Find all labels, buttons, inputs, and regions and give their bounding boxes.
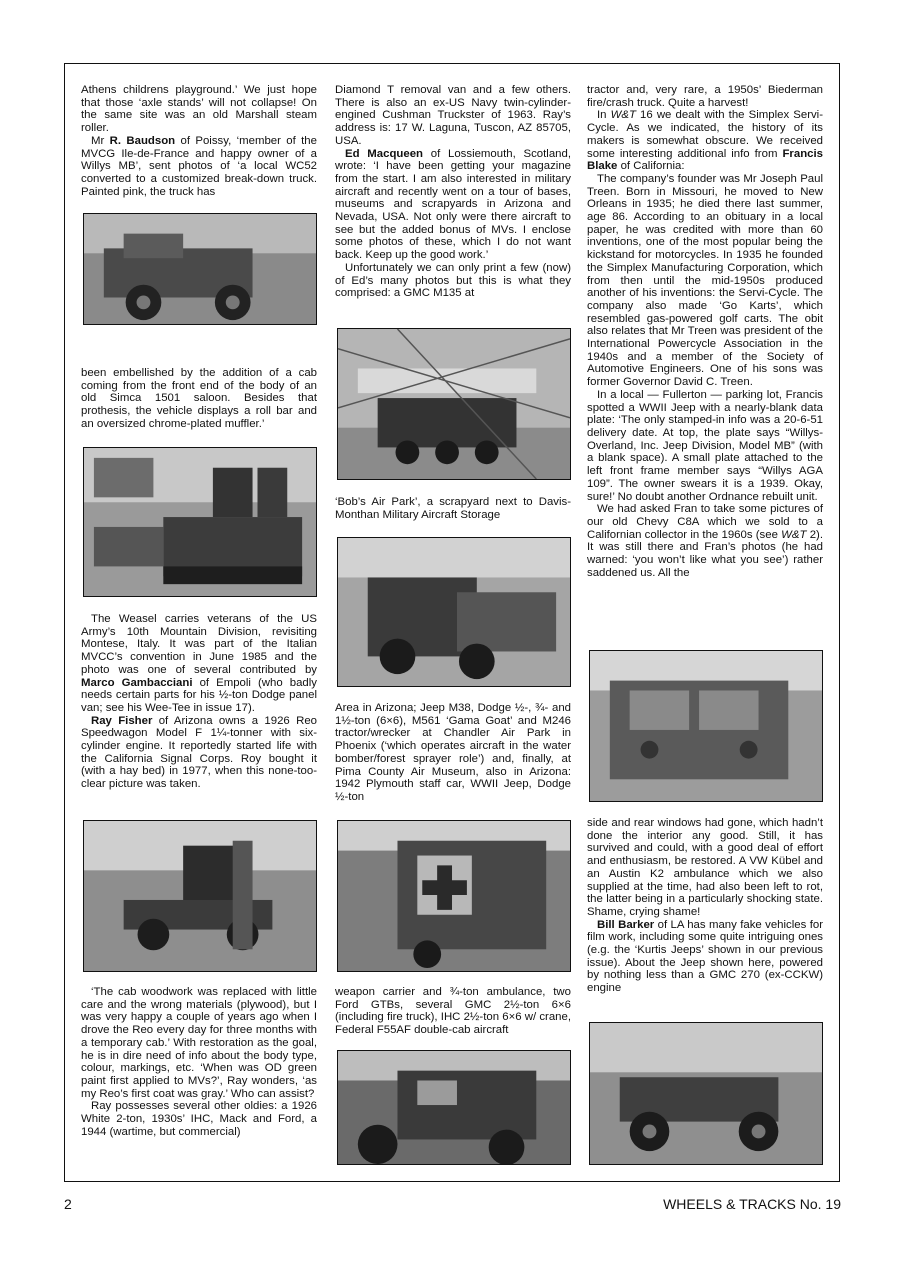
photo-gmc-jeep [589,1022,823,1165]
paragraph: Mr R. Baudson of Poissy, ‘member of the MVCG Ile-de-France and happy owner of a Willys MB’, sent photos of ‘a local WC52 converted to a customized break-down truck. Painted pink, the truck has [81,134,317,198]
paragraph: been embellished by the addition of a cab coming from the front end of the body of an old Simca 1501 saloon. Besides that prothesis, the vehicle displays a roll bar and an oversized chrome-plated muffler.’ [81,367,317,430]
photo-dodge-ambulance [337,820,571,972]
paragraph: The company’s founder was Mr Joseph Paul Treen. Born in Missouri, he moved to New Orleans in 1935; he died there last summer, age 86. According to an obituary in a local paper, he was credited with more than 60 inventions, one of the most popular being the kickstand for motorcycles. In 1935 he founded the Simplex Manufacturing Corporation, which from then until the mid-1950s produced another of his inventions: the Servi-Cycle. The company also made ‘Go Karts’, which resembled gas-powered golf carts. The obit also relates that Mr Treen was president of the International Powercycle Association in the 1940s and a member of the Society of Automotive Engineers. One of his sons was former Governor David C. Treen. [587,172,823,389]
photo-reo-speedwagon [83,820,317,972]
paragraph: Unfortunately we can only print a few (now) of Ed’s many photos but this is what they comprised: a GMC M135 at [335,261,571,300]
person-name: R. Baudson [109,134,176,147]
paragraph: Bill Barker of LA has many fake vehicles for film work, including some quite intriguing ones (e.g. the ‘Kurtis Jeeps’ shown in our previous issue). About the Jeep shown here, powered by nothing less than a GMC 270 (ex-CCKW) engine [587,918,823,995]
column-1-bottom [81,986,317,1138]
paragraph: In a local — Fullerton — parking lot, Francis spotted a WWII Jeep with a nearly-blank data plate: ‘The only stamped-in info was a 20-6-51 delivery date. At top, the plate says “Willys-Overland, Inc. Jeep Division, Model MB” (with a blank space). A small plate attached to the left front frame member says “Willys AGA 109”. The owner swears it is a 1939. Okay, sure!’ No doubt another Ordnance rebuilt unit. [587,388,823,503]
page-number: 2 [64,1196,72,1212]
person-name: Francis Blake [587,147,823,173]
paragraph: We had asked Fran to take some pictures of our old Chevy C8A which we sold to a Californian collector in the 1960s (see W&T 2). It was still there and Fran’s photos (he had warned: ‘you won’t like what you see’) rather saddened us. All the [587,503,823,579]
paragraph: weapon carrier and ¾-ton ambulance, two Ford GTBs, several GMC 2½-ton 6×6 (including fire truck), IHC 2½-ton 6×6 w/ crane, Federal F55AF double-cab aircraft [335,986,571,1037]
paragraph: ‘Bob’s Air Park’, a scrapyard next to Davis-Monthan Military Aircraft Storage [335,496,571,521]
person-name: Marco Gambacciani [81,676,193,689]
paragraph: Ray Fisher of Arizona owns a 1926 Reo Speedwagon Model F 1¼-tonner with six-cylinder engine. It reportedly started life with the California Signal Corps. Roy bought it (with a hay bed) in 1977, when this none-too-clear picture was taken. [81,714,317,791]
paragraph: The Weasel carries veterans of the US Army’s 10th Mountain Division, revisiting Montese, Italy. It was part of the Italian MVCC’s convention in June 1985 and the photo was one of several contributed by Marco Gambacciani of Empoli (who badly needs certain parts for his ½-ton Dodge panel van; see his Wee-Tee in issue 17). [81,613,317,714]
column-1-top [81,84,317,198]
column-3-bottom [587,817,823,995]
magazine-abbrev: W&T [781,528,807,541]
column-1-mid [81,367,317,431]
column-1-weasel-text [81,613,317,791]
paragraph: In W&T 16 we dealt with the Simplex Servi-Cycle. As we indicated, the history of its makers is somewhat obscure. We received some interesting additional info from Francis Blake of California: [587,109,823,173]
column-2-mid [335,496,571,521]
magazine-abbrev: W&T [610,109,636,122]
person-name: Ray Fisher [91,714,153,727]
paragraph: Diamond T removal van and a few others. There is also an ex-US Navy twin-cylinder-engined Cushman Truckster of 1963. Ray’s address is: 17 W. Laguna, Tuscon, AZ 85705, USA. [335,84,571,147]
photo-pink-breakdown-truck [83,213,317,325]
photo-weasel-veterans [83,447,317,597]
paragraph: side and rear windows had gone, which hadn’t done the interior any good. Still, it has survived and could, with a good deal of effort and enthusiasm, be restored. A VW Kübel and an Austin K2 ambulance which we also supplied at the time, had also been left to rot, the latter being in a particularly shocking state. Shame, crying shame! [587,817,823,918]
photo-federal-tractor [337,1050,571,1165]
magazine-title: WHEELS & TRACKS No. 19 [663,1196,841,1212]
column-3-top [587,84,823,579]
paragraph: Ray possesses several other oldies: a 1926 White 2-ton, 1930s’ IHC, Mack and Ford, a 1944 (wartime, but commercial) [81,1100,317,1138]
photo-gmc-m135 [337,328,571,480]
photo-chevy-c8a [589,650,823,802]
person-name: Ed Macqueen [345,147,424,160]
photo-m246-wrecker [337,537,571,687]
paragraph: Ed Macqueen of Lossiemouth, Scotland, wrote: ‘I have been getting your magazine from the start. I am also interested in military aircraft and recently went on a tour of bases, museums and scrapyards in Arizona and Nevada, USA. Not only were there aircraft to see but the added bonus of MVs. I enclose some photos of these, which I do not want back. Keep up the good work.’ [335,147,571,262]
paragraph: Athens childrens playground.’ We just hope that those ‘axle stands’ will not collapse! On the same site was an old Marshall steam roller. [81,84,317,135]
person-name: Bill Barker [597,918,655,931]
paragraph: Area in Arizona; Jeep M38, Dodge ½-, ¾- and 1½-ton (6×6), M561 ‘Gama Goat’ and M246 tractor/wrecker at Chandler Air Park in Phoenix (‘which operates aircraft in the water bomber/forest sprayer role’) and, finally, at Pima County Air Museum, also in Arizona: 1942 Plymouth staff car, WWII Jeep, Dodge ½-ton [335,702,571,803]
column-2-top [335,84,571,300]
column-2-bottom [335,986,571,1037]
paragraph: tractor and, very rare, a 1950s’ Biederman fire/crash truck. Quite a harvest! [587,84,823,109]
column-2-arizona-text [335,702,571,804]
paragraph: ‘The cab woodwork was replaced with little care and the wrong materials (plywood), but I was very happy a couple of years ago when I drove the Reo every day for three months with a temporary cab.’ With restoration as the goal, he is in dire need of info about the body type, colour, markings, etc. ‘When was OD green paint first applied to MVs?’, Ray wonders, ‘as my Reo’s first coat was gray.’ Who can assist? [81,986,317,1100]
